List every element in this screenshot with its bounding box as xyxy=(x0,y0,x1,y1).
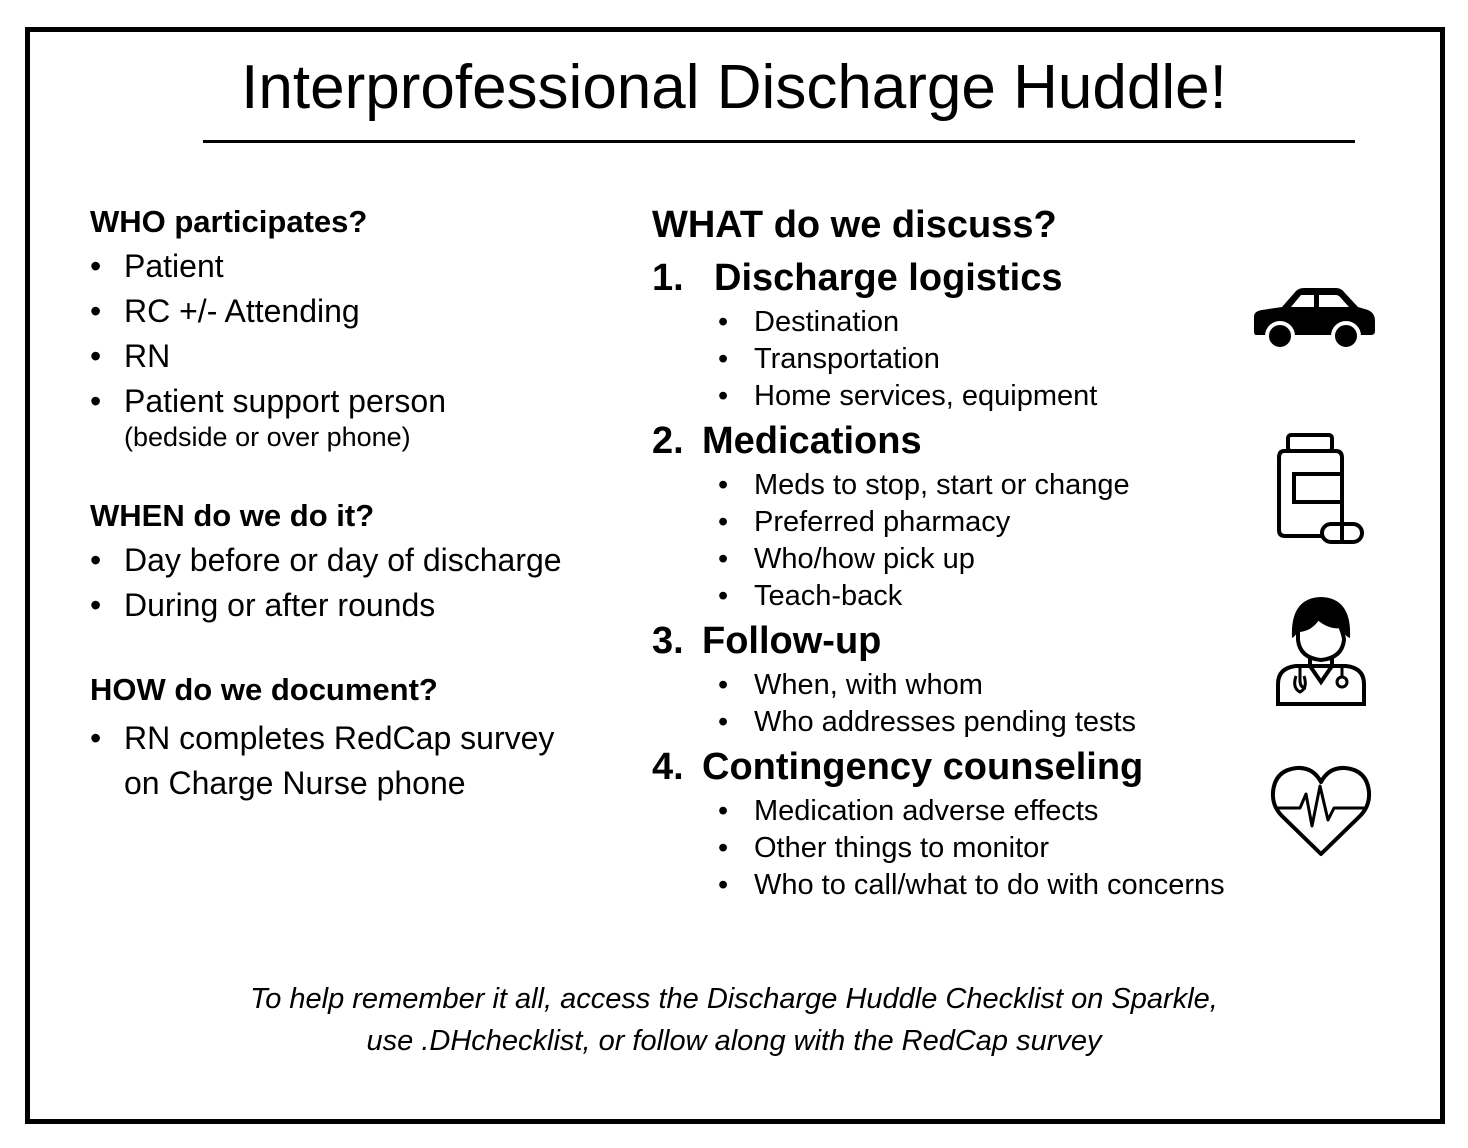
section-title: Discharge logistics xyxy=(714,257,1063,299)
section-title: Follow-up xyxy=(702,620,882,662)
page-title: Interprofessional Discharge Huddle! xyxy=(241,53,1227,122)
list-item: • Other things to monitor xyxy=(718,830,1412,867)
who-item-support-person: Patient support person xyxy=(124,383,446,419)
list-item: • Home services, equipment xyxy=(718,378,1412,415)
list-item: • Medication adverse effects xyxy=(718,793,1412,830)
what-heading: WHAT do we discuss? xyxy=(652,204,1057,246)
title-divider xyxy=(203,140,1355,143)
when-heading: WHEN do we do it? xyxy=(90,498,375,533)
car-icon xyxy=(1248,285,1378,351)
footer-line-1: To help remember it all, access the Discharge Huddle Checklist on Sparkle, xyxy=(250,983,1218,1015)
list-item: • RN xyxy=(90,334,630,379)
who-heading: WHO participates? xyxy=(90,204,368,239)
list-item: • RC +/- Attending xyxy=(90,289,630,334)
list-item: • Who/how pick up xyxy=(718,541,1412,578)
footer-note xyxy=(0,978,1468,1062)
section-number: 3. xyxy=(652,620,684,662)
list-item: • When, with whom xyxy=(718,667,1412,704)
list-item: • Day before or day of discharge xyxy=(90,538,630,583)
list-item: • Preferred pharmacy xyxy=(718,504,1412,541)
section-number: 1. xyxy=(652,257,684,299)
list-item: • Transportation xyxy=(718,341,1412,378)
list-item: • Destination xyxy=(718,304,1412,341)
list-item: • Meds to stop, start or change xyxy=(718,467,1412,504)
heart-pulse-icon xyxy=(1270,764,1372,860)
list-item: • During or after rounds xyxy=(90,583,630,628)
section-title: Medications xyxy=(702,420,922,462)
left-column xyxy=(90,200,630,806)
who-note: (bedside or over phone) xyxy=(124,422,411,452)
how-heading: HOW do we document? xyxy=(90,672,438,707)
list-item: • RN completes RedCap survey on Charge Nurse phone xyxy=(90,716,594,806)
when-list xyxy=(90,538,630,628)
list-item xyxy=(90,379,630,454)
section-number: 4. xyxy=(652,746,684,788)
medication-bottle-icon xyxy=(1276,432,1366,548)
list-item: • Who addresses pending tests xyxy=(718,704,1412,741)
list-item: • Who to call/what to do with concerns xyxy=(718,867,1412,904)
section-number: 2. xyxy=(652,420,684,462)
section-title: Contingency counseling xyxy=(702,746,1144,788)
who-list xyxy=(90,244,630,454)
footer-line-2: use .DHchecklist, or follow along with the RedCap survey xyxy=(366,1025,1102,1057)
doctor-icon xyxy=(1274,592,1368,708)
how-list xyxy=(90,716,630,806)
list-item: • Teach-back xyxy=(718,578,1412,615)
list-item: • Patient xyxy=(90,244,630,289)
